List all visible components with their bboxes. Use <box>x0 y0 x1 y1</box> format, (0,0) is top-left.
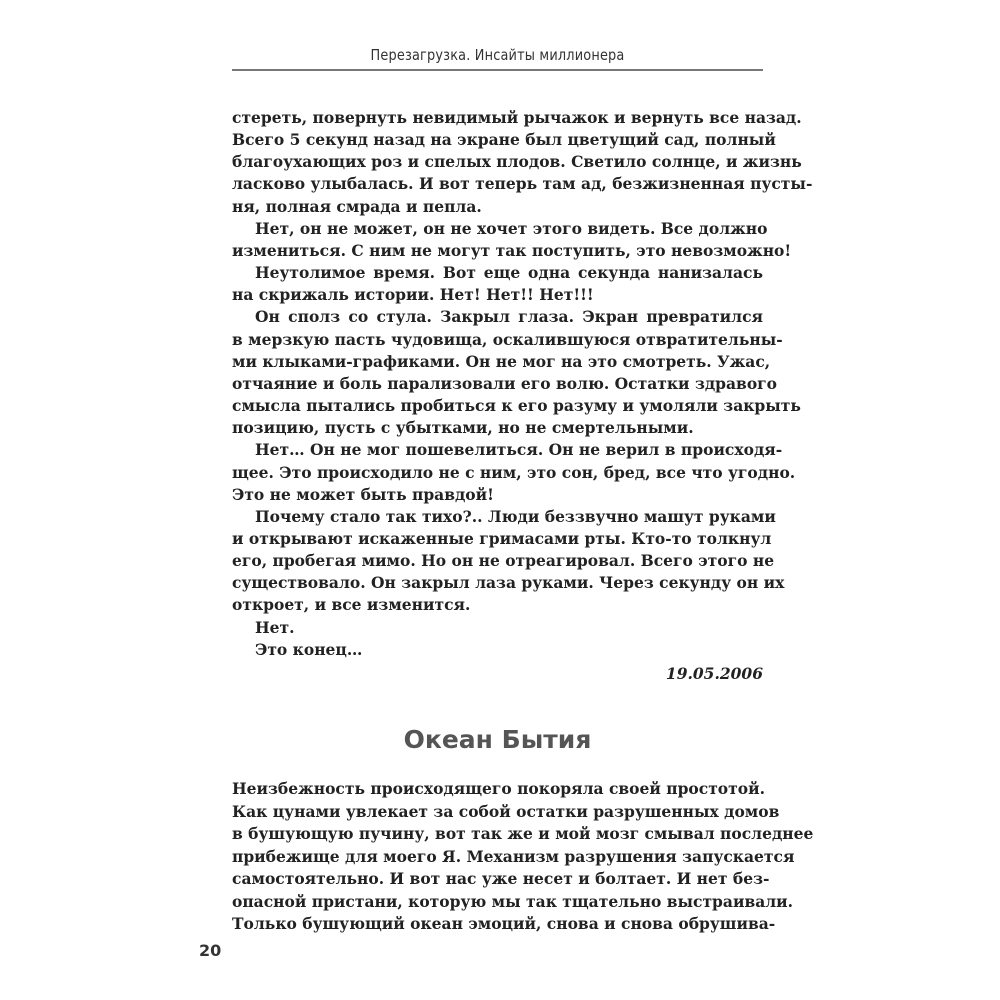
text-line: стереть, повернуть невидимый рычажок и вернуть все назад. <box>232 108 802 127</box>
header-rule <box>232 69 763 71</box>
text-line: в бушующую пучину, вот так же и мой мозг смывал последнее <box>232 824 814 843</box>
text-line: откроет, и все изменится. <box>232 595 471 615</box>
text-line: прибежище для моего Я. Механизм разрушения запускается <box>232 846 795 866</box>
page-number: 20 <box>199 941 222 960</box>
text-line: Неизбежность происходящего покоряла своей простотой. <box>232 779 765 798</box>
text-line: отчаяние и боль парализовали его волю. Остатки здравого <box>232 373 777 393</box>
text-line: измениться. С ним не могут так поступить, это невозможно! <box>232 240 792 260</box>
text-line: Он сполз со стула. Закрыл глаза. Экран превратился <box>255 307 763 327</box>
text-line: Нет. <box>255 617 295 637</box>
text-line: Только бушующий океан эмоций, снова и снова обрушива- <box>232 914 776 933</box>
text-line: смысла пытались пробиться к его разуму и умоляли закрыть <box>232 396 801 416</box>
text-line: Всего 5 секунд назад на экране был цветущий сад, полный <box>232 130 776 150</box>
text-line: его, пробегая мимо. Но он не отреагировал. Всего этого не <box>232 551 775 571</box>
text-line: благоухающих роз и спелых плодов. Светило солнце, и жизнь <box>232 152 802 172</box>
text-line: ня, полная смрада и пепла. <box>232 196 482 216</box>
text-line: ласково улыбалась. И вот теперь там ад, безжизненная пусты- <box>232 174 813 194</box>
text-line: Нет, он не может, он не хочет этого видеть. Все должно <box>255 218 768 238</box>
text-line: позицию, пусть с убытками, но не смертельными. <box>232 418 694 438</box>
text-line: опасной пристани, которую мы так тщательно выстраивали. <box>232 891 794 911</box>
text-line: Как цунами увлекает за собой остатки разрушенных домов <box>232 801 780 821</box>
text-line: в мерзкую пасть чудовища, оскалившуюся отвратительны- <box>232 329 783 349</box>
text-line: Неутолимое время. Вот еще одна секунда нанизалась <box>255 263 763 283</box>
body-text-section-1 <box>232 107 813 661</box>
text-line: Почему стало так тихо?.. Люди беззвучно машут руками <box>255 506 776 526</box>
text-line: и открывают искаженные гримасами рты. Кто-то толкнул <box>232 528 772 548</box>
section-heading: Океан Бытия <box>403 725 592 754</box>
text-line: щее. Это происходило не с ним, это сон, бред, все что угодно. <box>232 462 796 482</box>
text-line: Нет… Он не мог пошевелиться. Он не верил в происходя- <box>255 440 783 460</box>
text-line: на скрижаль истории. Нет! Нет!! Нет!!! <box>232 285 594 305</box>
entry-date: 19.05.2006 <box>665 664 763 683</box>
body-text-section-2 <box>232 778 814 936</box>
running-head: Перезагрузка. Инсайты миллионера <box>370 46 625 64</box>
text-line: ми клыками-графиками. Он не мог на это смотреть. Ужас, <box>232 351 771 371</box>
text-line: Это не может быть правдой! <box>232 484 494 504</box>
text-line: существовало. Он закрыл лаза руками. Через секунду он их <box>232 573 785 593</box>
text-line: Это конец… <box>255 639 363 659</box>
text-line: самостоятельно. И вот нас уже несет и болтает. И нет без- <box>232 869 770 888</box>
